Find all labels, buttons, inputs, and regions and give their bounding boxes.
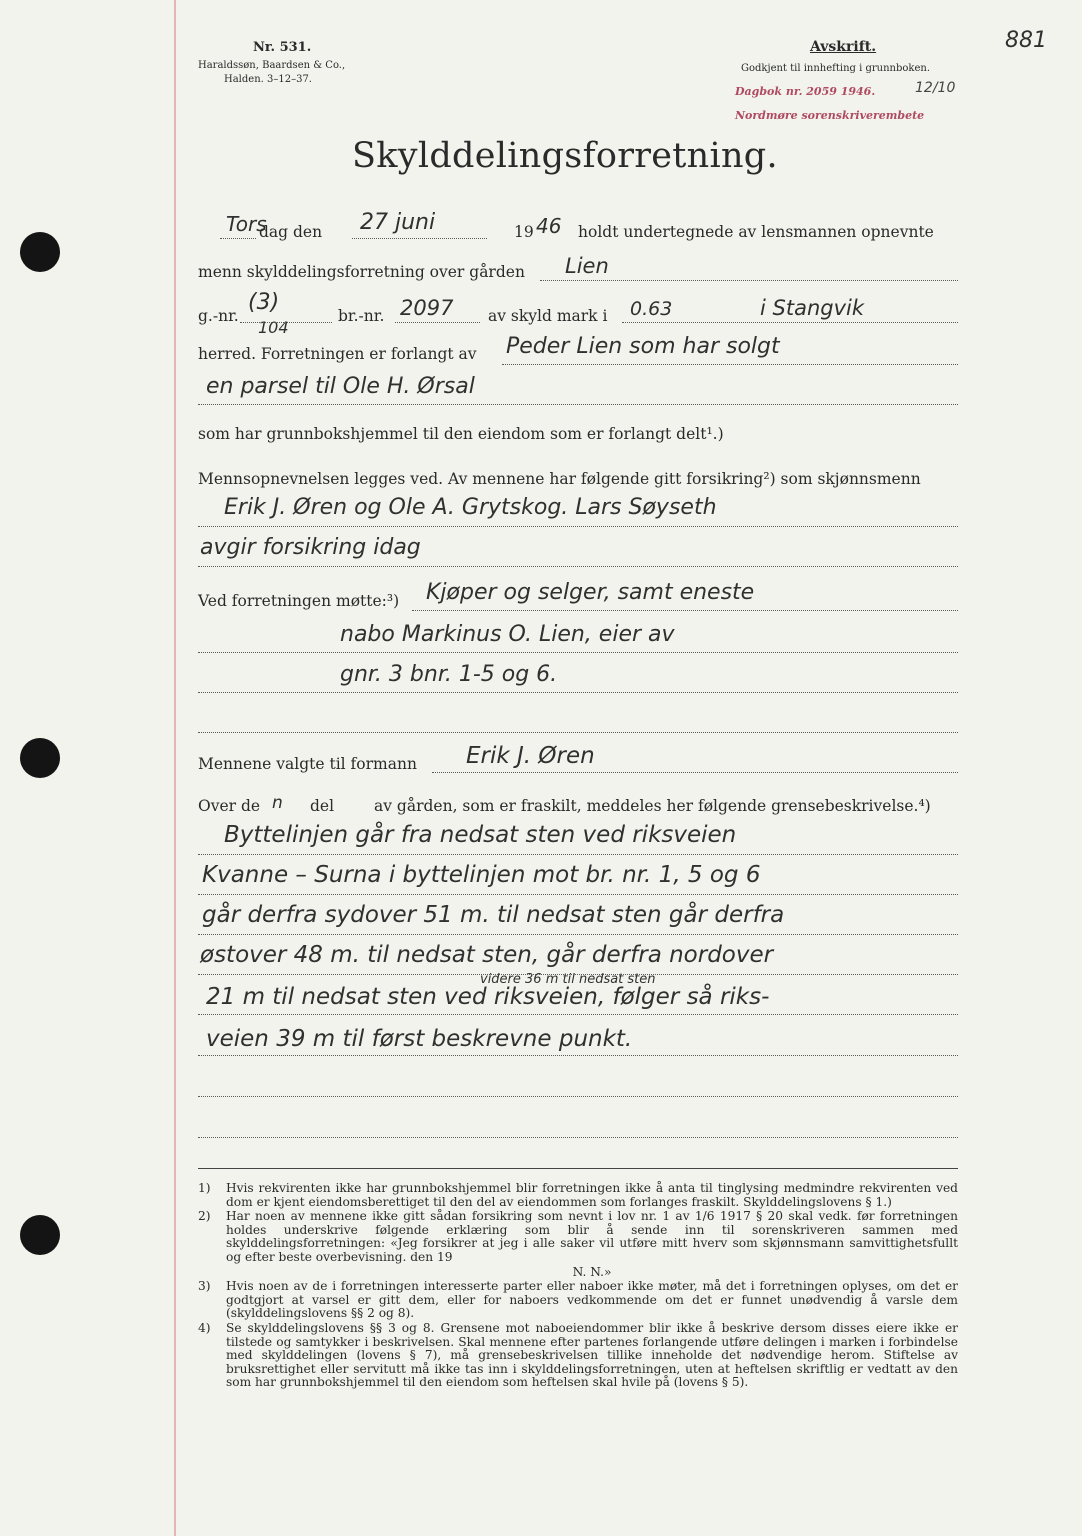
dotted-line: [412, 610, 958, 611]
skyld-value: 0.63: [630, 298, 673, 320]
boundary-line4: østover 48 m. til nedsat sten, går derfra nordover: [200, 942, 774, 968]
footnote-text: N. N.»: [572, 1264, 612, 1279]
dotted-line: [352, 238, 487, 239]
boundary-label-end: av gården, som er fraskilt, meddeles her følgende grensebeskrivelse.⁴): [374, 797, 931, 815]
printer-date: Halden. 3–12–37.: [224, 74, 312, 85]
dotted-line: [198, 1055, 958, 1056]
dotted-line: [198, 1096, 958, 1097]
dotted-line: [198, 692, 958, 693]
dotted-line: [198, 894, 958, 895]
requested-by-line2: en parsel til Ole H. Ørsal: [206, 374, 475, 399]
gnr-sub-value: 104: [258, 318, 289, 337]
stamp-date: 12/10: [915, 80, 956, 96]
dotted-line: [198, 1137, 958, 1138]
mennsop-text: Mennsopnevnelsen legges ved. Av mennene har følgende gitt forsikring²) som skjønnsmenn: [198, 470, 921, 488]
footnote-number: 1): [198, 1181, 211, 1195]
skyld-label: av skyld mark i: [488, 307, 608, 325]
dotted-line: [198, 652, 958, 653]
approval-text: Godkjent til innhefting i grunnboken.: [741, 63, 930, 74]
dotted-line: [198, 1014, 958, 1015]
footnote-number: 3): [198, 1279, 211, 1294]
footnote-1: [198, 1182, 958, 1209]
assessors-line1: Erik J. Øren og Ole A. Grytskog. Lars Søyseth: [224, 495, 717, 520]
dotted-line: [220, 238, 256, 239]
dotted-line: [198, 974, 958, 975]
year-suffix: 46: [536, 214, 562, 238]
dotted-line: [502, 364, 958, 365]
day-suffix-label: dag den: [259, 223, 323, 241]
document-title: Skylddelingsforretning.: [352, 136, 778, 176]
diary-stamp: Dagbok nr. 2059 1946.: [735, 85, 876, 98]
footnote-3: [198, 1280, 958, 1321]
held-text: holdt undertegnede av lensmannen opnevnte: [578, 223, 934, 241]
bnr-label: br.-nr.: [338, 307, 385, 325]
gnr-value: (3): [248, 290, 280, 315]
hjemmel-text: som har grunnbokshjemmel til den eiendom som er forlangt delt¹.): [198, 425, 724, 443]
dotted-line: [198, 526, 958, 527]
attended-line3: gnr. 3 bnr. 1-5 og 6.: [340, 662, 558, 687]
dotted-line: [540, 280, 958, 281]
assessors-line2: avgir forsikring idag: [200, 535, 421, 560]
boundary-label-hw: n: [272, 793, 283, 813]
dotted-line: [622, 322, 958, 323]
dotted-line: [198, 732, 958, 733]
boundary-line2: Kvanne – Surna i byttelinjen mot br. nr. 1, 5 og 6: [202, 862, 761, 888]
boundary-line6: veien 39 m til først beskrevne punkt.: [206, 1026, 633, 1052]
footnote-2: [198, 1210, 958, 1264]
footnote-4: [198, 1322, 958, 1390]
punch-hole: [20, 1215, 60, 1255]
herred-label: herred. Forretningen er forlangt av: [198, 345, 477, 363]
dotted-line: [198, 934, 958, 935]
dotted-line: [240, 322, 332, 323]
dotted-line: [198, 404, 958, 405]
attended-label: Ved forretningen møtte:³): [198, 592, 400, 610]
attended-line2: nabo Markinus O. Lien, eier av: [340, 622, 675, 647]
footnotes: [198, 1182, 958, 1391]
boundary-line3: går derfra sydover 51 m. til nedsat sten går derfra: [202, 902, 785, 928]
bnr-value: 2097: [400, 296, 454, 320]
footnote-number: 4): [198, 1320, 211, 1335]
farm-label: menn skylddelingsforretning over gården: [198, 263, 525, 281]
municipality: i Stangvik: [760, 296, 865, 320]
copy-label: Avskrift.: [810, 39, 877, 55]
chairman-label: Mennene valgte til formann: [198, 755, 417, 773]
office-stamp: Nordmøre sorenskriverembete: [735, 109, 925, 122]
boundary-label-del: del: [310, 797, 335, 815]
date-value: 27 juni: [360, 210, 436, 235]
form-number: Nr. 531.: [253, 40, 312, 55]
footnote-text: Hvis rekvirenten ikke har grunnbokshjemmel blir forretningen ikke å anta til tinglysing medmindre rekvirenten ved dom er kjent eiendomsberettiget til den del av eiendommen som forlanges fraskilt. Skylddelingslovens § 1.): [226, 1181, 958, 1209]
footnote-number: [198, 1266, 226, 1280]
year-prefix: 19: [514, 223, 534, 241]
boundary-line1: Byttelinjen går fra nedsat sten ved riksveien: [224, 822, 737, 848]
dotted-line: [432, 772, 958, 773]
gnr-label: g.-nr.: [198, 307, 239, 325]
chairman-name: Erik J. Øren: [466, 743, 595, 769]
footnote-separator: [198, 1168, 958, 1169]
boundary-label-start: Over de: [198, 797, 261, 815]
dotted-line: [198, 854, 958, 855]
dotted-line: [198, 566, 958, 567]
margin-line: [174, 0, 176, 1536]
boundary-line5: 21 m til nedsat sten ved riksveien, følger så riks-: [206, 984, 770, 1010]
farm-name: Lien: [565, 254, 609, 278]
footnote-number: 2): [198, 1209, 211, 1224]
day-prefix: Tors: [226, 212, 267, 236]
footnote-signature: [198, 1266, 958, 1280]
attended-line1: Kjøper og selger, samt eneste: [426, 580, 755, 605]
footnote-text: Hvis noen av de i forretningen interesserte parter eller naboer ikke møter, må det i forretningen oplyses, om det er godtgjort at varsel er gitt dem, eller for naboers vedkommende om det er funnet unødvendig å varsle dem (skylddelingslovens §§ 2 og 8).: [226, 1279, 958, 1321]
dotted-line: [395, 322, 480, 323]
page-number: 881: [1005, 28, 1047, 53]
requested-by-line1: Peder Lien som har solgt: [506, 334, 780, 359]
printer-line: Haraldssøn, Baardsen & Co.,: [198, 60, 346, 71]
footnote-text: Har noen av mennene ikke gitt sådan forsikring som nevnt i lov nr. 1 av 1/6 1917 § 20 skal vedk. før forretningen holdes underskrive følgende erklæring som blir å sende inn til sorenskriveren sammen med skylddelingsforretningen: «Jeg forsikrer at jeg i alle saker vil utføre mitt hverv som skjønnsmann samvittighetsfullt og efter beste overbevisning. den 19: [226, 1209, 958, 1264]
punch-hole: [20, 738, 60, 778]
boundary-insert: videre 36 m til nedsat sten: [480, 972, 656, 987]
punch-hole: [20, 232, 60, 272]
footnote-text: Se skylddelingslovens §§ 3 og 8. Grensene mot naboeiendommer blir ikke å beskrive dersom disses eiere ikke er tilstede og samtykker i beskrivelsen. Skal mennene efter partenes forlangende utføre delingen i marken i forbindelse med skylddelingen (lovens § 7), må grensebeskrivelsen tillike inneholde det nødvendige herom. Stiftelse av bruksrettighet eller servitutt må ikke tas inn i skylddelingsforretningen, uten at heftelsen skriftlig er vedtatt av den som har grunnbokshjemmel til den eiendom som heftelsen skal hvile på (lovens § 5).: [226, 1320, 958, 1390]
